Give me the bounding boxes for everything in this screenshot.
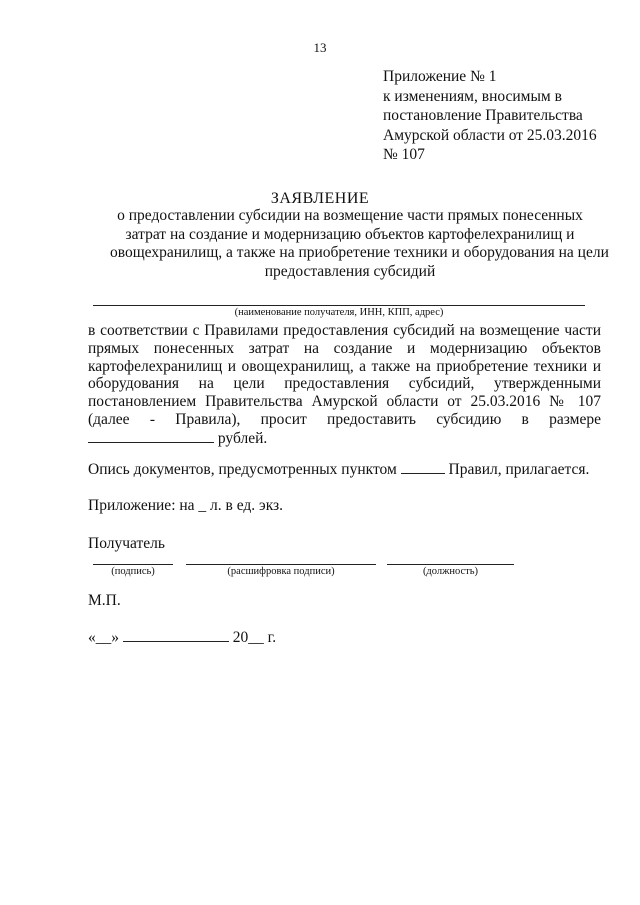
appendix-line: к изменениям, вносимым в (383, 87, 562, 105)
appendix-line: № 107 (383, 146, 425, 163)
amount-suffix: рублей. (217, 429, 268, 447)
subtitle-line: овощехранилищ, а также на приобретение техники и оборудования на цели (110, 244, 609, 261)
recipient-name-caption: (наименование получателя, ИНН, КПП, адрес) (234, 307, 444, 318)
amount-blank[interactable] (88, 429, 214, 443)
position-line[interactable] (387, 564, 514, 565)
inventory-suffix: Правил, прилагается. (448, 461, 590, 478)
appendix-header (383, 67, 597, 165)
body-line: в соответствии с Правилами предоставления субсидий на возмещение части (88, 322, 601, 339)
recipient-name-field-line[interactable] (93, 305, 585, 306)
subtitle-line: предоставления субсидий (264, 262, 436, 280)
date-year-suffix: г. (267, 629, 277, 646)
body-line-amount (88, 429, 601, 448)
attachment-line: Приложение: на _ л. в ед. экз. (88, 497, 284, 514)
application-body (88, 322, 601, 448)
subtitle-line: затрат на создание и модернизацию объектов картофелехранилищ и (125, 225, 575, 243)
body-line: постановлением Правительства Амурской области от 25.03.2016 № 107 (88, 393, 601, 411)
document-subtitle (110, 207, 609, 281)
appendix-line: постановление Правительства (383, 107, 583, 124)
body-line: прямых понесенных затрат на создание и модернизацию объектов (88, 339, 601, 357)
appendix-line: Приложение № 1 (383, 68, 497, 85)
body-line: картофелехранилищ и овощехранилищ, а также на приобретение техники и (88, 357, 601, 375)
appendix-line: Амурской области от 25.03.2016 (383, 126, 597, 144)
inventory-line (88, 460, 589, 479)
page-number: 13 (313, 40, 327, 55)
signature-caption: (подпись) (111, 566, 155, 577)
date-day[interactable]: «__» (88, 629, 119, 646)
date-month-blank[interactable] (123, 628, 229, 642)
stamp-label: М.П. (88, 592, 121, 609)
inventory-prefix: Опись документов, предусмотренных пунктом (88, 461, 397, 478)
date-year[interactable]: 20__ (232, 629, 264, 646)
body-line: (далее - Правила), просит предоставить субсидию в размере (88, 410, 601, 428)
subtitle-line: о предоставлении субсидии на возмещение части прямых понесенных (117, 207, 583, 224)
signature-decoding-line[interactable] (186, 564, 376, 565)
position-caption: (должность) (422, 566, 479, 577)
date-line (88, 628, 276, 647)
signature-line[interactable] (93, 564, 173, 565)
document-title: ЗАЯВЛЕНИЕ (270, 190, 370, 207)
clause-number-blank[interactable] (401, 460, 445, 474)
body-line: оборудования на цели предоставления субсидий, утвержденными (88, 375, 601, 393)
signature-decoding-caption: (расшифровка подписи) (227, 566, 335, 577)
recipient-label: Получатель (88, 535, 165, 552)
